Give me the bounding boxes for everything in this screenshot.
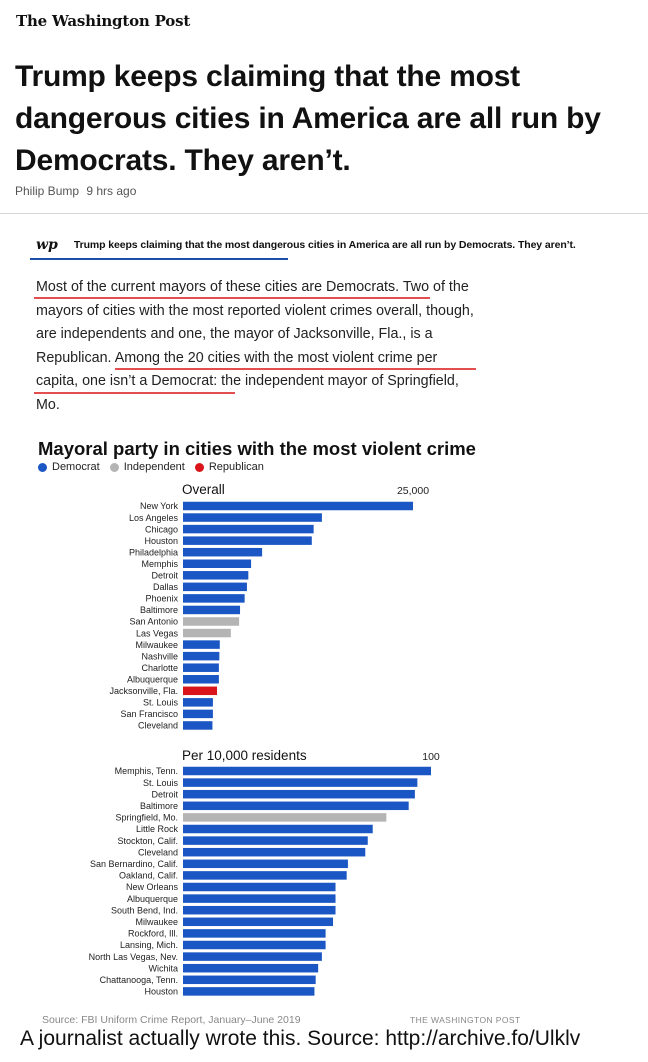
category-label: Chicago xyxy=(144,524,178,535)
category-label: Baltimore xyxy=(139,605,178,616)
bar xyxy=(183,987,314,996)
category-label: Milwaukee xyxy=(135,639,178,650)
category-label: Nashville xyxy=(141,651,178,662)
bar xyxy=(183,871,347,880)
category-label: Cleveland xyxy=(137,847,178,858)
category-label: North Las Vegas, Nev. xyxy=(88,951,178,962)
category-label: San Francisco xyxy=(120,709,178,720)
category-label: Chattanooga, Tenn. xyxy=(99,975,178,985)
bar xyxy=(183,698,213,707)
category-label: Dallas xyxy=(152,582,178,593)
bar xyxy=(183,848,365,857)
bar xyxy=(183,721,212,730)
bar xyxy=(183,687,217,696)
bar xyxy=(183,952,322,961)
category-label: New York xyxy=(139,501,178,512)
headline-line: Democrats. They aren’t. xyxy=(15,144,351,177)
bar xyxy=(183,594,245,603)
category-label: Las Vegas xyxy=(135,628,178,639)
bar xyxy=(183,663,219,672)
bar xyxy=(183,675,219,684)
legend-label: Democrat xyxy=(52,461,100,473)
bar xyxy=(183,606,240,615)
highlight-underline xyxy=(34,297,430,299)
legend-label: Republican xyxy=(208,461,264,473)
category-label: South Bend, Ind. xyxy=(110,905,178,916)
paragraph-line: Most of the current mayors of these cities are Democrats. Two of the xyxy=(36,279,469,295)
headline-line: dangerous cities in America are all run by xyxy=(15,102,601,135)
bar xyxy=(183,778,417,787)
legend-dot-democrat xyxy=(38,463,47,472)
bar xyxy=(183,548,262,557)
category-label: Lansing, Mich. xyxy=(119,940,178,951)
bar xyxy=(183,652,219,661)
category-label: Detroit xyxy=(151,789,178,800)
category-label: Los Angeles xyxy=(128,512,178,523)
legend-dot-independent xyxy=(110,463,119,472)
wp-logo-icon: wp xyxy=(36,237,58,253)
category-label: Houston xyxy=(144,986,178,997)
category-label: Little Rock xyxy=(135,824,178,835)
image-caption: A journalist actually wrote this. Source: http://archive.fo/Ulklv xyxy=(20,1027,581,1050)
bar xyxy=(183,536,312,545)
category-label: Wichita xyxy=(148,963,178,974)
panel-title: Per 10,000 residents xyxy=(182,748,307,763)
embedded-article-title[interactable]: Trump keeps claiming that the most dangerous cities in America are all run by Democrats. They aren’t. xyxy=(73,239,576,251)
paragraph-line: Republican. Among the 20 cities with the most violent crime per xyxy=(36,349,438,366)
embed-underline xyxy=(30,258,288,260)
category-label: Houston xyxy=(144,535,178,546)
category-label: Cleveland xyxy=(137,720,178,731)
bar xyxy=(183,906,336,915)
category-label: Milwaukee xyxy=(135,917,178,927)
category-label: New Orleans xyxy=(125,882,178,893)
bar xyxy=(183,767,431,776)
bar xyxy=(183,629,231,638)
category-label: Detroit xyxy=(151,570,178,581)
divider xyxy=(0,213,648,214)
bar xyxy=(183,894,336,903)
bar xyxy=(183,813,386,822)
category-label: Rockford, Ill. xyxy=(127,928,178,939)
chart-title: Mayoral party in cities with the most violent crime xyxy=(38,438,476,459)
bar xyxy=(183,617,239,626)
category-label: Jacksonville, Fla. xyxy=(109,686,178,696)
bar xyxy=(183,941,326,950)
chart-source: Source: FBI Uniform Crime Report, January–June 2019 xyxy=(42,1014,301,1026)
bar xyxy=(183,802,409,811)
bar xyxy=(183,513,322,522)
timestamp: 9 hrs ago xyxy=(86,184,137,198)
paragraph-line: Mo. xyxy=(36,396,60,413)
paragraph-line: mayors of cities with the most reported violent crimes overall, though, xyxy=(36,302,474,319)
category-label: Oakland, Calif. xyxy=(118,870,178,881)
bar xyxy=(183,883,336,892)
paragraph-line: capita, one isn’t a Democrat: the independent mayor of Springfield, xyxy=(36,373,459,390)
panel-title: Overall xyxy=(182,482,225,497)
max-value-label: 25,000 xyxy=(396,485,430,497)
bar xyxy=(183,964,318,973)
category-label: St. Louis xyxy=(142,697,178,708)
bar xyxy=(183,825,373,834)
category-label: Baltimore xyxy=(139,801,178,811)
legend-item-independent xyxy=(110,461,185,473)
category-label: Albuquerque xyxy=(126,674,178,685)
bar xyxy=(183,929,326,938)
category-label: Memphis, Tenn. xyxy=(114,766,178,777)
max-value-label: 100 xyxy=(422,751,440,763)
bar xyxy=(183,710,213,719)
category-label: Memphis xyxy=(141,558,178,569)
bar xyxy=(183,502,413,511)
category-label: Phoenix xyxy=(145,593,178,604)
legend-dot-republican xyxy=(195,463,204,472)
category-label: St. Louis xyxy=(142,777,178,788)
legend-label: Independent xyxy=(123,461,185,473)
bar xyxy=(183,525,314,534)
chart-credit: THE WASHINGTON POST xyxy=(410,1015,521,1025)
legend-item-democrat xyxy=(38,461,100,473)
category-label: Albuquerque xyxy=(126,893,178,904)
category-label: San Antonio xyxy=(129,616,178,627)
category-label: Philadelphia xyxy=(128,547,178,558)
headline-line: Trump keeps claiming that the most xyxy=(15,60,520,93)
bar xyxy=(183,560,251,569)
category-label: Springfield, Mo. xyxy=(115,812,178,823)
category-label: Stockton, Calif. xyxy=(117,835,178,846)
bar xyxy=(183,976,316,985)
bar xyxy=(183,640,220,649)
highlight-underline xyxy=(34,392,235,394)
bar xyxy=(183,583,247,592)
author-link[interactable]: Philip Bump xyxy=(15,184,80,198)
embedded-article-bar[interactable] xyxy=(36,236,576,254)
bar xyxy=(183,860,348,869)
bar xyxy=(183,836,368,845)
bar xyxy=(183,571,248,580)
bar-charts xyxy=(0,476,648,1010)
legend-item-republican xyxy=(195,461,264,473)
byline xyxy=(15,184,136,198)
chart-legend xyxy=(38,461,274,473)
highlight-underline xyxy=(115,368,476,370)
masthead-logo[interactable]: The Washington Post xyxy=(16,12,191,30)
bar xyxy=(183,918,333,927)
headline xyxy=(15,56,645,182)
category-label: Charlotte xyxy=(141,662,178,673)
paragraph-line: are independents and one, the mayor of Jacksonville, Fla., is a xyxy=(36,326,433,343)
bar xyxy=(183,790,415,799)
category-label: San Bernardino, Calif. xyxy=(89,859,178,869)
